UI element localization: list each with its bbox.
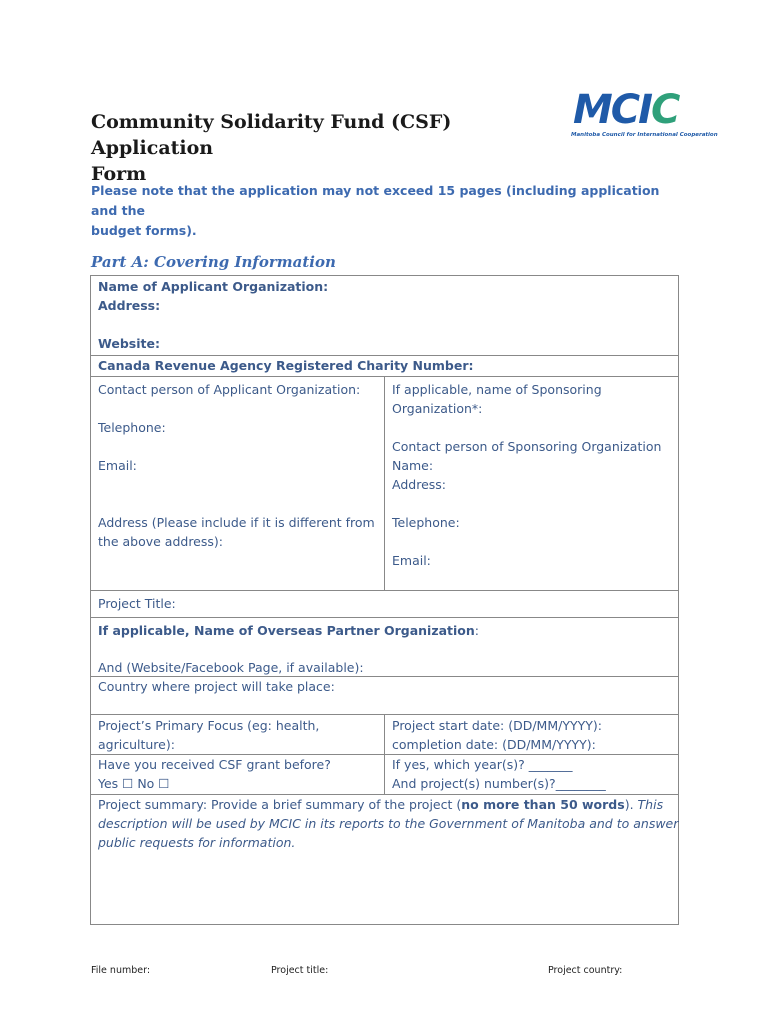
footer-project-country: Project country: bbox=[548, 965, 623, 976]
alt-address-field[interactable]: Address (Please include if it is different from bbox=[98, 515, 375, 530]
document-title bbox=[91, 109, 531, 187]
csf-history-row bbox=[91, 755, 678, 795]
contacts-row bbox=[91, 377, 678, 591]
summary-instruction-line2: description will be used by MCIC in its reports to the Government of Manitoba and to answer bbox=[98, 816, 679, 831]
contact-person-field[interactable]: Contact person of Applicant Organization: bbox=[98, 382, 361, 397]
yes-no-checkboxes[interactable]: Yes ☐ No ☐ bbox=[98, 776, 170, 791]
cra-number-field[interactable]: Canada Revenue Agency Registered Charity Number: bbox=[98, 358, 474, 373]
partner-org-field[interactable]: If applicable, Name of Overseas Partner Organization: bbox=[98, 623, 480, 638]
partner-org-row bbox=[91, 618, 678, 677]
alt-address-field-line2: the above address): bbox=[98, 534, 223, 549]
footer-project-title: Project title: bbox=[271, 965, 329, 976]
org-name-field[interactable]: Name of Applicant Organization: bbox=[98, 279, 329, 294]
csf-received-cell bbox=[91, 755, 384, 794]
country-row bbox=[91, 677, 678, 715]
website-field[interactable]: Website: bbox=[98, 336, 160, 351]
applicant-contact-cell bbox=[91, 377, 384, 590]
cra-row bbox=[91, 356, 678, 377]
primary-focus-field-line2: agriculture): bbox=[98, 737, 175, 752]
title-line-2: Form bbox=[91, 163, 147, 185]
sponsor-name-field[interactable]: Name: bbox=[392, 458, 434, 473]
sponsor-org-field[interactable]: If applicable, name of Sponsoring bbox=[392, 382, 602, 397]
summary-instruction-line3: public requests for information. bbox=[98, 835, 296, 850]
email-field-left[interactable]: Email: bbox=[98, 458, 137, 473]
mcic-logo bbox=[567, 84, 718, 144]
start-date-field[interactable]: Project start date: (DD/MM/YYYY): bbox=[392, 718, 602, 733]
telephone-field-left[interactable]: Telephone: bbox=[98, 420, 166, 435]
focus-cell bbox=[91, 715, 384, 754]
partner-website-field[interactable]: And (Website/Facebook Page, if available): bbox=[98, 660, 364, 675]
project-summary-textarea[interactable] bbox=[98, 855, 668, 917]
project-title-row bbox=[91, 591, 678, 618]
sponsor-org-field-line2: Organization*: bbox=[392, 401, 483, 416]
sponsor-contact-field[interactable]: Contact person of Sponsoring Organization bbox=[392, 439, 662, 454]
focus-dates-row bbox=[91, 715, 678, 755]
sponsor-contact-cell bbox=[384, 377, 678, 590]
project-title-field[interactable]: Project Title: bbox=[98, 596, 176, 611]
telephone-field-right[interactable]: Telephone: bbox=[392, 515, 460, 530]
which-years-field[interactable]: If yes, which year(s)? _______ bbox=[392, 757, 573, 772]
summary-instruction: Project summary: Provide a brief summary of the project (no more than 50 words). This bbox=[98, 797, 664, 812]
dates-cell bbox=[384, 715, 678, 754]
csf-received-question: Have you received CSF grant before? bbox=[98, 757, 331, 772]
project-numbers-field[interactable]: And project(s) number(s)?________ bbox=[392, 776, 606, 791]
title-line-1: Community Solidarity Fund (CSF) Application bbox=[91, 111, 452, 159]
primary-focus-field[interactable]: Project’s Primary Focus (eg: health, bbox=[98, 718, 320, 733]
page-limit-note: Please note that the application may not exceed 15 pages (including application and the budget forms). bbox=[91, 183, 660, 238]
covering-information-form bbox=[90, 275, 679, 925]
email-field-right[interactable]: Email: bbox=[392, 553, 431, 568]
address-field[interactable]: Address: bbox=[98, 298, 161, 313]
part-a-heading: Part A: Covering Information bbox=[91, 253, 336, 271]
completion-date-field[interactable]: completion date: (DD/MM/YYYY): bbox=[392, 737, 596, 752]
sponsor-address-field[interactable]: Address: bbox=[392, 477, 446, 492]
organization-info-row bbox=[91, 276, 678, 356]
csf-years-cell bbox=[384, 755, 678, 794]
logo-wordmark: MCIC bbox=[573, 87, 679, 133]
project-summary-row bbox=[91, 795, 678, 926]
country-field[interactable]: Country where project will take place: bbox=[98, 679, 335, 694]
logo-subtitle: Manitoba Council for International Cooperation bbox=[571, 132, 718, 138]
footer-file-number: File number: bbox=[91, 965, 151, 976]
